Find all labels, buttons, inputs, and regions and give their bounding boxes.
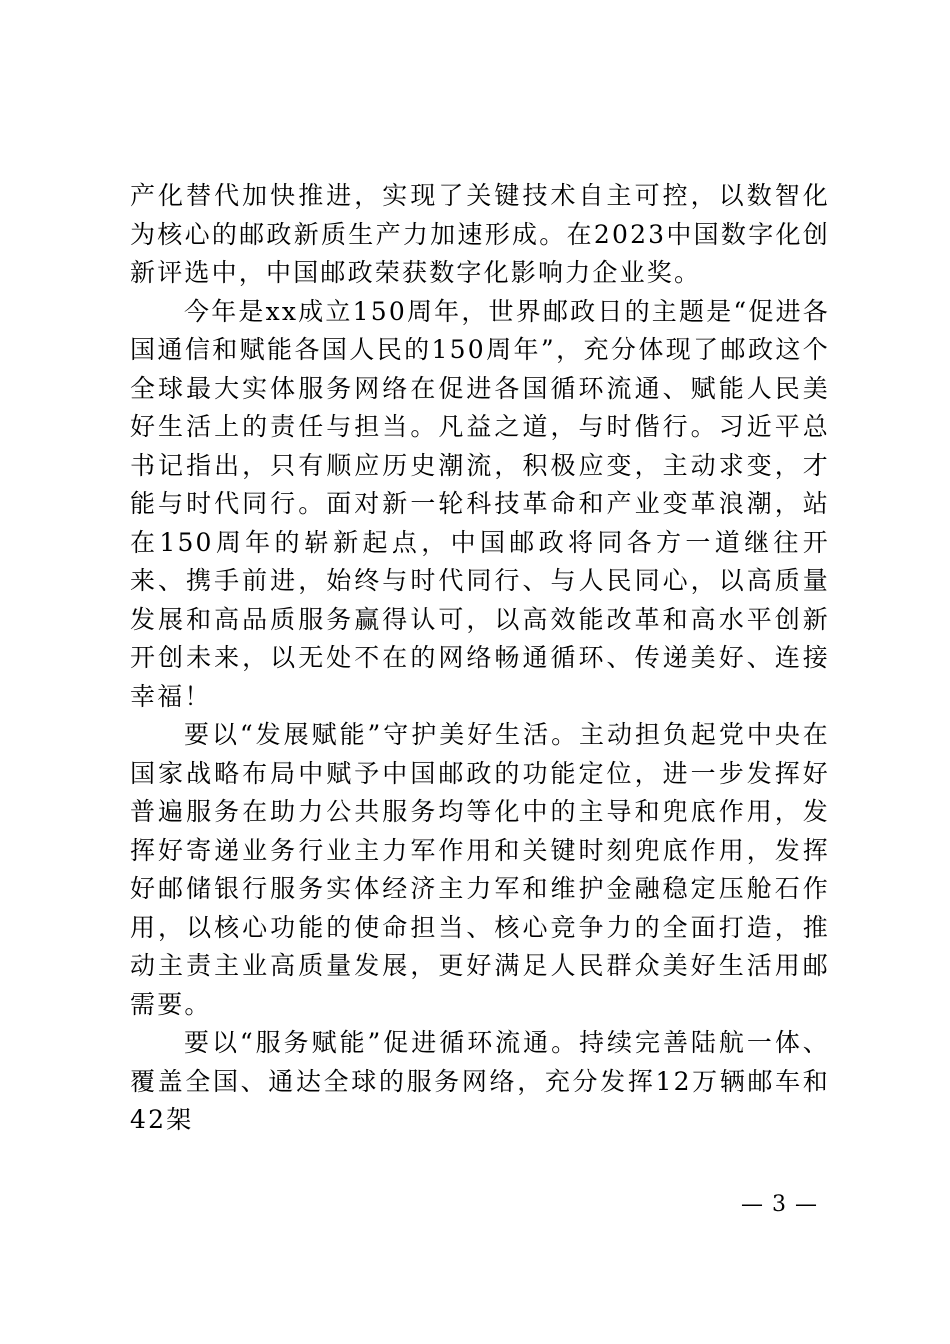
page-number: — 3 —: [741, 1192, 818, 1217]
paragraph-2: 今年是xx成立150周年，世界邮政日的主题是“促进各国通信和赋能各国人民的150周年”，充分体现了邮政这个全球最大实体服务网络在促进各国循环流通、赋能人民美好生活上的责任与担当。凡益之道，与时偕行。习近平总书记指出，只有顺应历史潮流，积极应变，主动求变，才能与时代同行。面对新一轮科技革命和产业变革浪潮，站在150周年的崭新起点，中国邮政将同各方一道继往开来、携手前进，始终与时代同行、与人民同心，以高质量发展和高品质服务赢得认可，以高效能改革和高水平创新开创未来，以无处不在的网络畅通循环、传递美好、连接幸福！: [130, 296, 830, 711]
paragraph-1: 产化替代加快推进，实现了关键技术自主可控，以数智化为核心的邮政新质生产力加速形成。在2023中国数字化创新评选中，中国邮政荣获数字化影响力企业奖。: [130, 181, 830, 287]
body-text: [130, 177, 830, 1140]
paragraph-3: 要以“发展赋能”守护美好生活。主动担负起党中央在国家战略布局中赋予中国邮政的功能定位，进一步发挥好普遍服务在助力公共服务均等化中的主导和兜底作用，发挥好寄递业务行业主力军作用和关键时刻兜底作用，发挥好邮储银行服务实体经济主力军和维护金融稳定压舱石作用，以核心功能的使命担当、核心竞争力的全面打造，推动主责主业高质量发展，更好满足人民群众美好生活用邮需要。: [130, 720, 830, 1019]
paragraph-4: 要以“服务赋能”促进循环流通。持续完善陆航一体、覆盖全国、通达全球的服务网络，充分发挥12万辆邮车和42架: [130, 1028, 830, 1134]
